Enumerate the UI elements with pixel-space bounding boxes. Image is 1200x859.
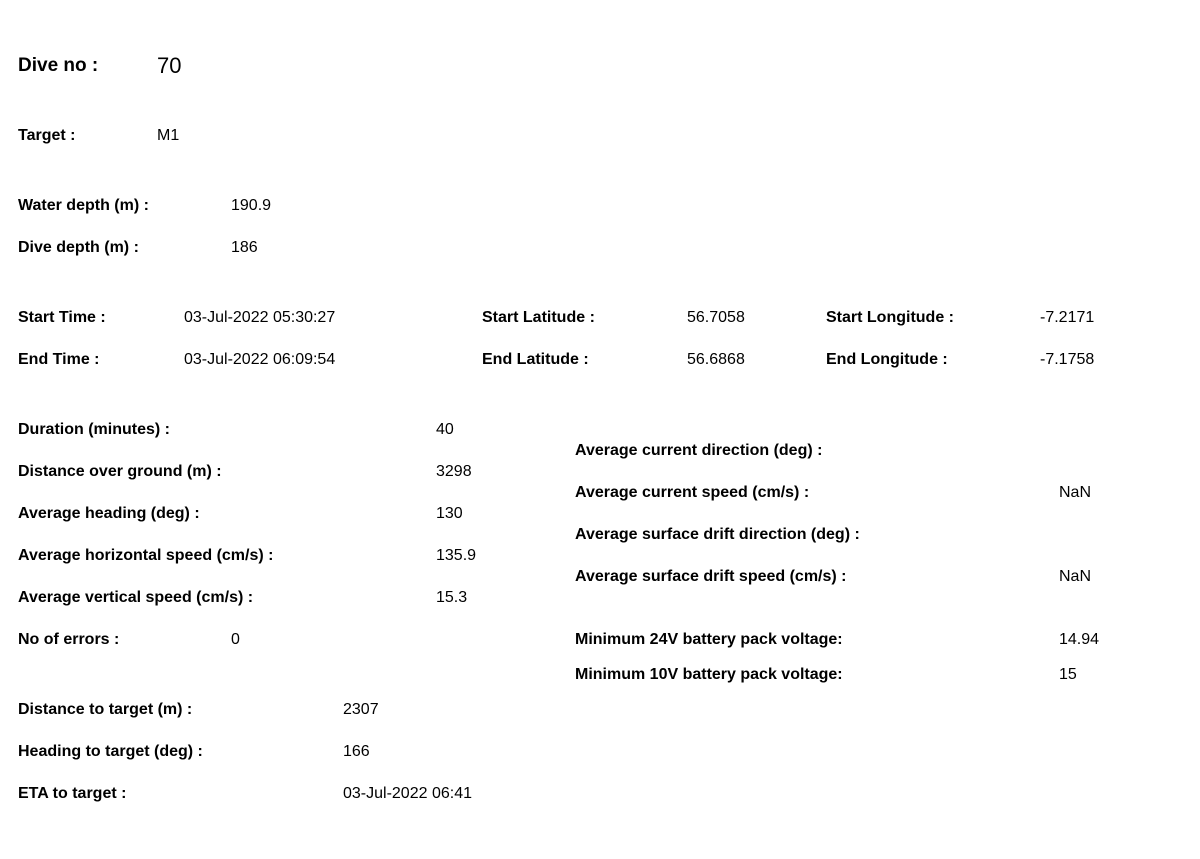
start-latitude-label: Start Latitude : (482, 309, 595, 326)
end-latitude-label: End Latitude : (482, 351, 589, 368)
start-latitude-value: 56.7058 (687, 309, 745, 326)
water-depth-value: 190.9 (231, 197, 272, 214)
heading-to-target-label: Heading to target (deg) : (18, 743, 203, 760)
distance-over-ground-value: 3298 (436, 463, 472, 480)
eta-to-target-label: ETA to target : (18, 785, 127, 802)
duration-label: Duration (minutes) : (18, 421, 170, 438)
duration-value: 40 (436, 421, 454, 438)
end-longitude-label: End Longitude : (826, 351, 948, 368)
average-current-speed-value: NaN (1059, 484, 1092, 501)
min-24v-battery-value: 14.94 (1059, 631, 1100, 648)
min-10v-battery-value: 15 (1059, 666, 1077, 683)
average-surface-drift-direction-label: Average surface drift direction (deg) : (575, 526, 860, 543)
eta-to-target-value: 03-Jul-2022 06:41 (343, 785, 472, 802)
dive-number-value: 70 (157, 53, 182, 78)
dive-number-label: Dive no : (18, 55, 99, 76)
distance-to-target-value: 2307 (343, 701, 379, 718)
target-value: M1 (157, 127, 180, 144)
average-horizontal-speed-label: Average horizontal speed (cm/s) : (18, 547, 274, 564)
average-current-direction-label: Average current direction (deg) : (575, 442, 823, 459)
end-time-value: 03-Jul-2022 06:09:54 (184, 351, 336, 368)
target-label: Target : (18, 127, 76, 144)
average-vertical-speed-label: Average vertical speed (cm/s) : (18, 589, 254, 606)
start-time-value: 03-Jul-2022 05:30:27 (184, 309, 336, 326)
average-horizontal-speed-value: 135.9 (436, 547, 477, 564)
errors-value: 0 (231, 631, 240, 648)
start-longitude-label: Start Longitude : (826, 309, 954, 326)
end-latitude-value: 56.6868 (687, 351, 745, 368)
end-longitude-value: -7.1758 (1040, 351, 1095, 368)
end-time-label: End Time : (18, 351, 100, 368)
dive-depth-value: 186 (231, 239, 258, 256)
dive-depth-label: Dive depth (m) : (18, 239, 139, 256)
distance-to-target-label: Distance to target (m) : (18, 701, 193, 718)
min-24v-battery-label: Minimum 24V battery pack voltage: (575, 631, 843, 648)
average-current-speed-label: Average current speed (cm/s) : (575, 484, 810, 501)
average-surface-drift-speed-label: Average surface drift speed (cm/s) : (575, 568, 847, 585)
min-10v-battery-label: Minimum 10V battery pack voltage: (575, 666, 843, 683)
average-heading-label: Average heading (deg) : (18, 505, 200, 522)
start-time-label: Start Time : (18, 309, 106, 326)
start-longitude-value: -7.2171 (1040, 309, 1095, 326)
heading-to-target-value: 166 (343, 743, 370, 760)
average-vertical-speed-value: 15.3 (436, 589, 468, 606)
average-heading-value: 130 (436, 505, 463, 522)
errors-label: No of errors : (18, 631, 120, 648)
average-surface-drift-speed-value: NaN (1059, 568, 1092, 585)
distance-over-ground-label: Distance over ground (m) : (18, 463, 222, 480)
water-depth-label: Water depth (m) : (18, 197, 149, 214)
